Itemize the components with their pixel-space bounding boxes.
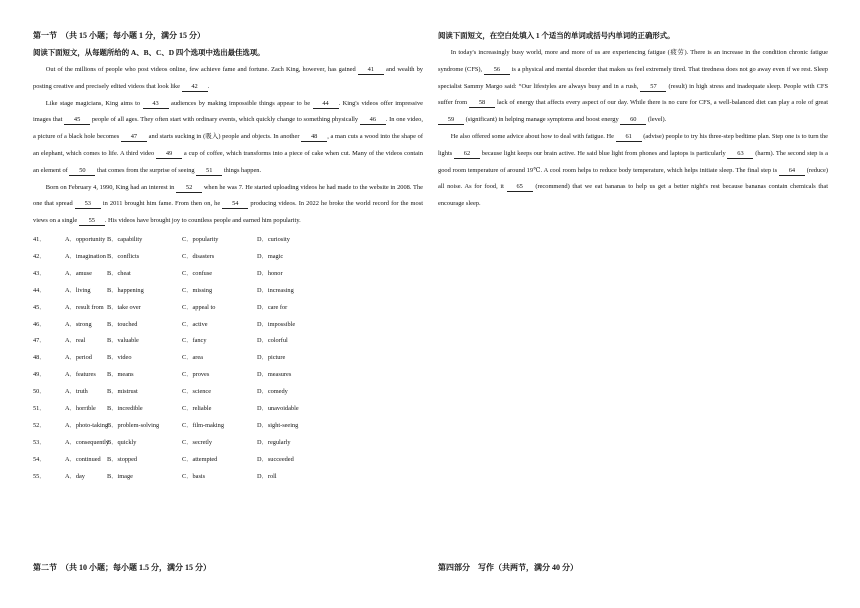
blank-43: 43 bbox=[143, 99, 169, 109]
option-row: 52． A．photo-taking B．problem-solving C．film-making D．sight-seeing bbox=[33, 421, 299, 429]
option-row: 53． A．consequently B．quickly C．secretly D．regularly bbox=[33, 438, 291, 446]
option-row: 51． A．horrible B．incredible C．reliable D．unavoidable bbox=[33, 405, 299, 413]
option-row: 49． A．features B．means C．proves D．measures bbox=[33, 371, 292, 379]
option-row: 43． A．amuse B．cheat C．confuse D．honor bbox=[33, 269, 283, 277]
blank-62: 62 bbox=[454, 149, 480, 159]
passage-paragraph-2: Like stage magicians, King aims to 43 audiences by making impossible things appear to be 44 . King's videos offer impressive images that 45 people of all ages. They often start with ordinary events, which quickly change to something physically 46 . In one video, a picture of a black hole becomes 47 and starts sucking in (吸入) people and objects. In another 48 , a man cuts a wood into the shape of an elephant, which comes to life. A third video 49 a cup of coffee, which transforms into a piece of cake when cut. Many of the videos contain an element of 50 that comes from the surprise of seeing 51 things happen. bbox=[33, 99, 423, 174]
grammar-paragraph-2: He also offered some advice about how to deal with fatigue. He 61 (advise) people to try his three-step bedtime plan. Step one is to turn the lights 62 because light keeps our brain active. He said blue light from phones and laptops is particularly 63 (harm). The second step is a good room temperature of around 19℃. A cool room helps to reduce body temperature, which helps initiate sleep. The final step is 64 (reduce) all noise. As for food, it 65 (recommend) that we eat bananas to help us get a better night's rest because bananas contain chemicals that encourage sleep. bbox=[438, 132, 829, 208]
option-row: 46． A．strong B．touched C．active D．impossible bbox=[33, 320, 296, 328]
blank-53: 53 bbox=[75, 199, 101, 209]
blank-51: 51 bbox=[196, 166, 222, 176]
section-title: 第一节 （共 15 小题；每小题 1 分，满分 15 分） bbox=[33, 31, 205, 40]
blank-60: 60 bbox=[620, 115, 646, 125]
option-row: 45． A．result from B．take over C．appeal to D．care for bbox=[33, 303, 288, 311]
option-row: 42． A．imagination B．conflicts C．disasters D．magic bbox=[33, 252, 284, 260]
blank-42: 42 bbox=[182, 82, 208, 92]
part-4-heading: 第四部分 写作（共两节，满分 40 分） bbox=[438, 563, 578, 572]
option-row: 47． A．real B．valuable C．fancy D．colorful bbox=[33, 337, 288, 345]
option-row: 41． A．opportunity B．capability C．popularity D．curiosity bbox=[33, 235, 290, 243]
blank-45: 45 bbox=[64, 115, 90, 125]
blank-49: 49 bbox=[156, 149, 182, 159]
blank-65: 65 bbox=[507, 182, 533, 192]
option-row: 50． A．truth B．mistrust C．science D．comedy bbox=[33, 388, 288, 396]
option-row: 44． A．living B．happening C．missing D．increasing bbox=[33, 286, 294, 294]
grammar-paragraph-1: In today's increasingly busy world, more and more of us are experiencing fatigue (疲劳). There is an increase in the condition chronic fatigue syndrome (CFS), 56 is a physical and mental disorder that makes us feel extremely tired. That tiredness does not go away even if we rest. Sleep specialist Sammy Margo said: “Our lifestyles are always busy and in a rush, 57 (result) in high stress and inadequate sleep. People with CFS suffer from 58 lack of energy that affects every aspect of our day. While there is no cure for CFS, a well-balanced diet can play a role of great 59 (significant) in helping manage symptoms and boost energy 60 (level). bbox=[438, 49, 829, 124]
blank-55: 55 bbox=[79, 216, 105, 226]
blank-44: 44 bbox=[313, 99, 339, 109]
passage-paragraph-1: Out of the millions of people who post videos online, few achieve fame and fortune. Zach King, however, has gained 41 and wealth by posting creative and precisely edited videos that look like 42 . bbox=[33, 66, 423, 90]
blank-64: 64 bbox=[779, 166, 805, 176]
blank-63: 63 bbox=[727, 149, 753, 159]
option-row: 54． A．continued B．stopped C．attempted D．succeeded bbox=[33, 455, 294, 463]
blank-50: 50 bbox=[69, 166, 95, 176]
right-column bbox=[438, 30, 828, 213]
option-row: 48． A．period B．video C．area D．picture bbox=[33, 354, 286, 362]
answer-options bbox=[33, 232, 423, 486]
blank-48: 48 bbox=[301, 132, 327, 142]
blank-61: 61 bbox=[616, 132, 642, 142]
grammar-fill-instruction: 阅读下面短文，在空白处填入 1 个适当的单词或括号内单词的正确形式。 bbox=[438, 31, 675, 40]
blank-58: 58 bbox=[469, 98, 495, 108]
left-column bbox=[33, 30, 423, 486]
blank-57: 57 bbox=[640, 82, 666, 92]
blank-41: 41 bbox=[358, 65, 384, 75]
blank-56: 56 bbox=[484, 65, 510, 75]
blank-47: 47 bbox=[121, 132, 147, 142]
blank-52: 52 bbox=[176, 183, 202, 193]
blank-46: 46 bbox=[360, 115, 386, 125]
blank-59: 59 bbox=[438, 115, 464, 125]
blank-54: 54 bbox=[222, 199, 248, 209]
section-2-heading: 第二节 （共 10 小题；每小题 1.5 分，满分 15 分） bbox=[33, 563, 211, 572]
cloze-instruction: 阅读下面短文，从每题所给的 A、B、C、D 四个选项中选出最佳选项。 bbox=[33, 48, 265, 57]
passage-paragraph-3: Born on February 4, 1990, King had an interest in 52 when he was 7. He started uploading videos he had made to the website in 2008. The one that spread 53 in 2011 brought him fame. From then on, he 54 producing videos. In 2022 he broke the world record for the most views on a single 55 . His videos have brought joy to countless people and earned him popularity. bbox=[33, 183, 423, 225]
option-row: 55． A．day B．image C．basis D．roll bbox=[33, 472, 277, 480]
